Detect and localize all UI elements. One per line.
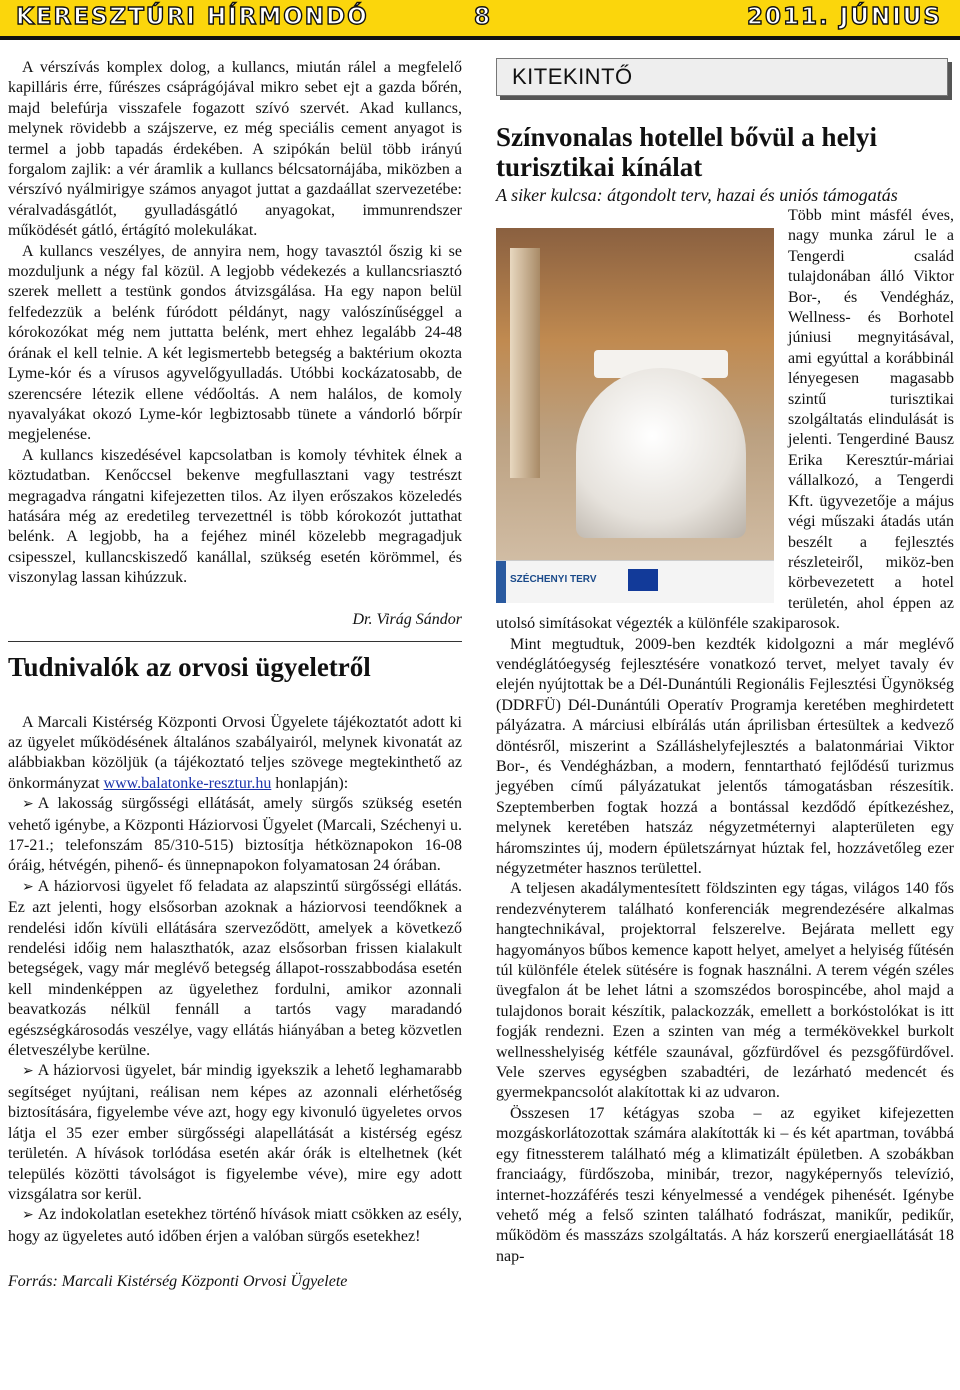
article-title: Színvonalas hotellel bővül a helyi turisztikai kínálat: [496, 122, 878, 182]
article-subtitle: A siker kulcsa: átgondolt terv, hazai és uniós támogatás: [496, 185, 898, 205]
divider: [8, 641, 462, 642]
author-signature: Dr. Virág Sándor: [352, 610, 462, 628]
article-paragraph: A kullancs kiszedésével kapcsolatban is komoly tévhitek élnek a köztudatban. Kenőccsel bekenve megfullasztani vagy testrészt megragadva rángatni kifejezetten tilos. Az ilyen erőszakos közeledés hatására még az eredetileg tervezettnél is több kórokozót juttathat belénk. A legjobb, ha a fejéhez minél közelebb megragadjuk csipesszel, kullancskiszedő kanállal, szükség esetén körömmel, és viszonylag lassan kihúzzuk.: [8, 446, 462, 587]
bullet-item: ➢ Az indokolatlan esetekhez történő hívások miatt csökken az esély, hogy az ügyeletes autó időben érjen a valóban sürgős esetekhez!: [8, 1205, 462, 1247]
issue-date: 2011. JÚNIUS: [746, 4, 942, 30]
newspaper-title: KERESZTÚRI HÍRMONDÓ: [16, 4, 369, 30]
left-column: [8, 58, 462, 1291]
right-column: [496, 58, 954, 1267]
website-link[interactable]: www.balatonke-resztur.hu: [103, 774, 272, 792]
page-header: [0, 0, 960, 40]
article-paragraph: Több mint másfél éves, nagy munka zárul le a Tengerdi család tulajdonában álló Viktor Bor-, és Vendégház, Wellness- és Borhotel júniusi megnyitásával, ami egyúttal a korábbinál lényegesen magasabb szintű turisztikai szolgáltatás elindulását is jelenti. Tengerdiné Bausz Erika Keresztúr-máriai vállalkozó, a Tengerdi Kft. ügyvezetője a május végi műszaki átadás után beszélt a fejlesztés részleteiről, miköz-ben körbevezetett a hotel területén, ahol éppen az utolsó simításokat végezték a különféle szakiparosok.: [496, 207, 954, 633]
article-paragraph: A kullancs veszélyes, de annyira nem, hogy tavasztól őszig ki se mozduljunk a négy fal közül. A legjobb védekezés a kullancsriasztó szerek mellett a testünk gondos átvizsgálása. Ha egy napon belül felfedezzük a belénk fúródott példányt, nagy valószínűséggel a kórokozókat még nem juttatta belénk, mert ehhez legalább 24-48 órának el kell telnie. A két legismertebb betegség a baktérium okozta Lyme-kór és a vírusos agyvelőgyulladás. Utóbbi kockázatosabb, de szerencsére létezik ellene védőoltás. A nem halálos, de komoly nyavalyákat okozó Lyme-kór legbiztosabb tünete a vándorló bőrpír megjelenése.: [8, 242, 462, 444]
article-paragraph: A vérszívás komplex dolog, a kullancs, miután rálel a megfelelő kapilláris érre, fűrészes csáprágójával mikro sebet ejt a gazda bőrén, majd belefúrja visszafele fogazott szívó szervét. Akad kullancs, melynek rövidebb a szájszerve, ez még speciális cement anyagot is termel a jobb tapadás érdekében. A szipókán belül több irányú forgalom zajlik: a vér áramlik a kullancs bélcsatornájába, miközben a vérszívó nyálmirigye számos anyagot juttat a gazdaállat szervezetébe: véralvadásgátlót, gyulladásgátló anyagokat, immunrendszer működését gátló, értágító molekulákat.: [8, 59, 462, 240]
bullet-item: ➢ A háziorvosi ügyelet fő feladata az alapszintű sürgősségi ellátás. Ez azt jelenti, hogy elsősorban azoknak a háziorvosi teendőknek a rendelési időn kívüli ellátására szerveződött, amelyek a következő rendelési időig nem halaszthatók, azaz elsősorban frissen kialakult betegségek, vagy már meglévő betegség állapot-rosszabbodása esetén kell mindenképpen az ügyelethez fordulni, amikor azonnali beavatkozás nélkül fennáll a tartós vagy maradandó egészségkárosodás veszélye, vagy ellátás hiányában a beteg közvetlen életveszélybe kerülne.: [8, 877, 462, 1062]
article-heading: Tudnivalók az orvosi ügyeletről: [8, 651, 371, 682]
szechenyi-logo: SZÉCHENYI TERV: [496, 560, 774, 603]
article-paragraph: Összesen 17 kétágyas szoba – az egyiket kifejezetten mozgáskorlátozottak számára alakították ki – és két apartman, továbbá egy fitnessterem található még a klimatizált épületben. A szobákban franciaágy, fürdőszoba, minibár, trezor, nagyképernyős televízió, internet-hozzáférés teszi kényelmessé a vendégek pihenését. Igénybe vehető még a felső szinten található fodrászat, manikűr, pedikűr, működöm és masszázs szolgáltatás. A ház korszerű energiaellátását 18 nap-: [496, 1104, 954, 1265]
article-paragraph: A teljesen akadálymentesített földszinten egy tágas, világos 140 fős rendezvényterem található konferenciák megrendezésére alkalmas hangtechnikával, projektorral felszerelve. Bejárata mellett egy hagyományos bűbos kemence kapott helyet, amelyet a helyiség fűtésén túl különféle ételek sütésére is fognak használni. A terem végén széles üvegfalon át be lehet látni a szomszédos borospincébe, ahol majd a tulajdonos borait készítik, palackozzák, emellett a borkóstolókat is itt fogják rendezni. Ezen a szinten van még a termékövekkel burkolt wellnesshelyiség kétféle szaunával, gőzfürdővel és pezsgőfürdővel. Vele szerves egységben szabadtéri, de lezárható medencét és gyermekpancsolót alakítottak ki az udvaron.: [496, 880, 954, 1102]
bullet-item: ➢ A háziorvosi ügyelet, bár mindig igyekszik a lehető leghamarabb segítséget nyújtani, reálisan nem képes az azonnali elérhetőség biztosítására, figyelembe véve azt, hogy egy kivonuló ügyeletes orvos látja el 35 ezer ember sürgősségi alapellátását a kistérség egész területén. A hívások torlódása esetén akár órák is eltelhetnek (két település közötti távolságot is figyelembe véve), mire egy adott vizsgálatra sor kerül.: [8, 1061, 462, 1205]
section-label: KITEKINTŐ: [512, 64, 633, 89]
section-box: [496, 58, 954, 98]
bullet-item: ➢ A lakosság sürgősségi ellátását, amely sürgős szükség esetén vehető igénybe, a Központi Háziorvosi Ügyelet (Marcali, Széchenyi u. 17-21.; telefonszám 85/310-515) biztosítja hétköznapokon 16-08 óráig, hétvégén, pihenő- és ünnepnapokon folyamatosan 24 órában.: [8, 794, 462, 877]
source-line: Forrás: Marcali Kistérség Központi Orvosi Ügyelete: [8, 1273, 348, 1291]
article-paragraph: Mint megtudtuk, 2009-ben kezdték kidolgozni a már meglévő vendéglátóegység fejlesztésére vonatkozó tervet, melyet tavaly év elején nyújtottak be a Dél-Dunántúli Regionális Fejlesztési Ügynökség (DDRFÜ) Dél-Dunántúli Operatív Programja keretében meghirdetett pályázatra. A márciusi elbírálás után áprilisban értesültek a kedvező döntésről, miszerint a Szálláshelyfejlesztés a balatonmáriai Viktor Bor-, és Vendégházban, a modern, fenntartható fejlődésű turizmus jegyében című pályázatukat jelentős támogatásban részesítik. Szeptemberben fogtak hozzá a bontással kezdődő építkezéshez, melynek keretében hatszáz négyzetméternyi alapterületen egy háromszintes új, modern épületszárnyat húztak fel, hozzávetőleg ezer négyzetméter hasznos területtel.: [496, 635, 954, 877]
page-number: 8: [474, 4, 493, 30]
hotel-photo: [496, 228, 774, 603]
article-intro: A Marcali Kistérség Központi Orvosi Ügyelete tájékoztatót adott ki az ügyelet működésének általános szabályairól, melynek kivonatát az alábbiakban közöljük (a tájékoztató teljes szövege megtekinthető az önkormányzat www.balatonke-resztur.hu honlapján):: [8, 713, 462, 792]
